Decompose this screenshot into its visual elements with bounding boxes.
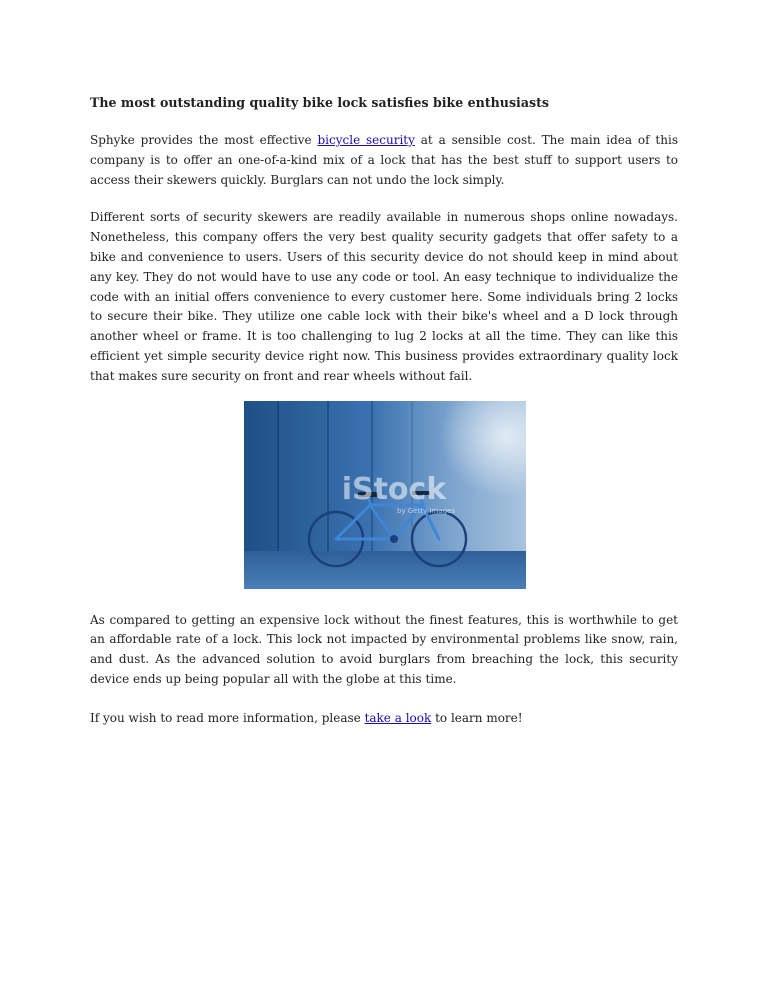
watermark-subtext: by Getty Images <box>397 506 455 515</box>
paragraph-comparison: As compared to getting an expensive lock without the finest features, this is worthwhile to get an affordable rate of a lock. This lock not impacted by environmental problems like snow, rain, and dust. As the advanced solution to avoid burglars from breaching the lock, this security device ends up being popular all with the globe at this time. <box>90 612 678 686</box>
paragraph-closing-text-end: to learn more! <box>431 710 523 725</box>
paragraph-closing <box>90 709 678 729</box>
paragraph-intro-text-start: Sphyke provides the most effective <box>90 133 318 147</box>
paragraph-security-skewers: Different sorts of security skewers are readily available in numerous shops online nowadays. Nonetheless, this company offers the very best quality security gadgets that offer safety to a bike and convenience to users. Users of this security device do not should keep in mind about any key. They do not would have to use any code or tool. An easy technique to individualize the code with an initial offers convenience to every customer here. Some individuals bring 2 locks to secure their bike. They utilize one cable lock with their bike's wheel and a D lock through another wheel or frame. It is too challenging to lug 2 locks at all the time. They can like this efficient yet simple security device right now. This business provides extraordinary quality lock that makes sure security on front and rear wheels without fail. <box>90 210 678 383</box>
bicycle-illustration <box>244 401 526 589</box>
article-heading: The most outstanding quality bike lock satisfies bike enthusiasts <box>90 95 549 110</box>
take-a-look-link[interactable]: take a look <box>364 710 432 725</box>
paragraph-intro-text-end: at a sensible cost. The main idea of this company is to offer an one-of-a-kind mix of a lock that has the best stuff to support users to access their skewers quickly. Burglars can not undo the lock simply. <box>90 133 678 187</box>
bicycle-photo <box>244 401 526 589</box>
paragraph-intro <box>90 131 678 190</box>
paragraph-closing-text-start: If you wish to read more information, please <box>90 710 365 725</box>
bicycle-security-link[interactable]: bicycle security <box>317 133 415 147</box>
watermark-text: iStock <box>341 471 447 507</box>
